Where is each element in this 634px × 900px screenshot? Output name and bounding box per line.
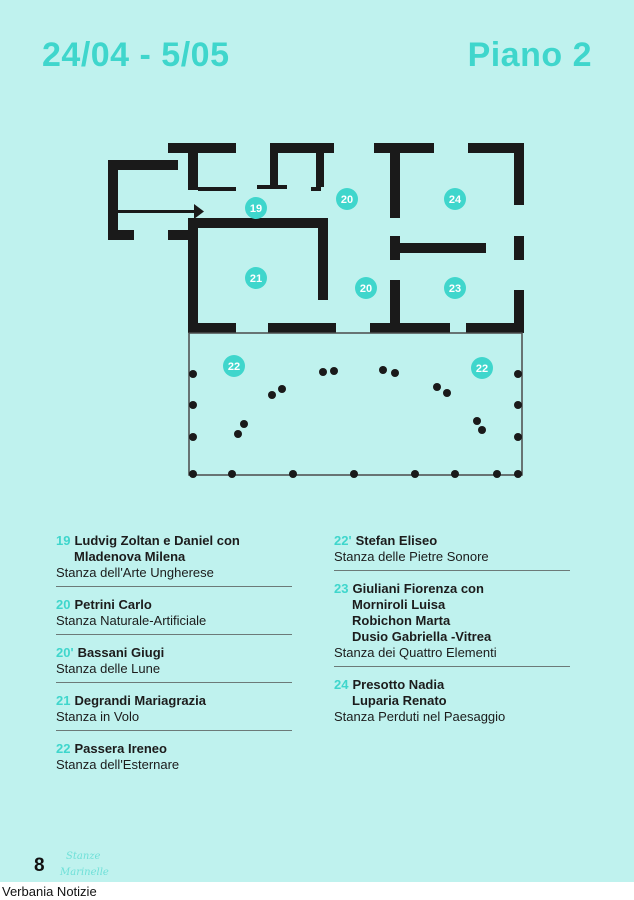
artist-name: Petrini Carlo [74, 597, 152, 612]
room-badge-22a [223, 355, 245, 377]
stanze-marinelle-logo [58, 843, 118, 881]
artist-name: Stefan Eliseo [355, 533, 438, 548]
room-label-22b: 22 [475, 363, 489, 375]
artist-name: Robichon Marta [352, 613, 451, 628]
room-label-22a: 22 [227, 361, 241, 373]
legend-entry-23 [334, 578, 570, 667]
legend-entry-22 [56, 738, 292, 778]
artist-name: Mladenova Milena [74, 549, 186, 564]
entry-number: 22 [56, 741, 71, 756]
room-title: Stanza delle Lune [56, 661, 161, 676]
room-title: Stanza dei Quattro Elementi [334, 645, 497, 660]
svg-text:Stanze: Stanze [66, 851, 101, 862]
legend-entry-21 [56, 690, 292, 731]
room-badge-23 [444, 277, 466, 299]
room-badge-22b [471, 357, 493, 379]
legend-entry-20 [56, 594, 292, 635]
page-number: 8 [34, 855, 45, 876]
courtyard-outline [189, 333, 522, 475]
room-title: Stanza delle Pietre Sonore [334, 549, 489, 564]
entry-number: 19 [56, 533, 71, 548]
entry-number: 21 [56, 693, 71, 708]
entrance-arrow [116, 204, 204, 219]
artist-name: Passera Ireneo [74, 741, 167, 756]
room-title: Stanza dell'Esternare [56, 757, 180, 772]
room-badge-20b [355, 277, 377, 299]
artist-name: Dusio Gabriella -Vitrea [352, 629, 492, 644]
legend-right-column [334, 530, 570, 737]
legend-entry-19 [56, 530, 292, 587]
legend-entry-24 [334, 674, 570, 730]
room-title: Stanza Naturale-Artificiale [56, 613, 207, 628]
room-label-21: 21 [249, 273, 263, 285]
floor-title: Piano 2 [467, 36, 592, 74]
legend-entry-22-prime [334, 530, 570, 571]
room-label-24: 24 [448, 194, 462, 206]
artist-name: Giuliani Fiorenza con [352, 581, 484, 596]
room-title: Stanza in Volo [56, 709, 140, 724]
room-badge-19 [245, 197, 267, 219]
svg-text:Marinelle: Marinelle [60, 867, 109, 878]
artist-name: Presotto Nadia [352, 677, 445, 692]
artist-name: Degrandi Mariagrazia [74, 693, 206, 708]
room-title: Stanza Perduti nel Paesaggio [334, 709, 506, 724]
room-label-19: 19 [249, 203, 263, 215]
entry-number: 20 [56, 597, 71, 612]
room-badge-24 [444, 188, 466, 210]
room-label-20a: 20 [340, 194, 354, 206]
artist-name: Ludvig Zoltan e Daniel con [74, 533, 240, 548]
entry-number: 23 [334, 581, 349, 596]
entry-number: 24 [334, 677, 349, 692]
publisher-name: Verbania Notizie [2, 884, 97, 899]
room-badge-20a [336, 188, 358, 210]
legend-left-column [56, 530, 292, 785]
plan-walls [108, 143, 524, 333]
artist-name: Morniroli Luisa [352, 597, 446, 612]
legend-entry-20-prime [56, 642, 292, 683]
exhibition-dates: 24/04 - 5/05 [42, 36, 230, 74]
artist-name: Luparia Renato [352, 693, 447, 708]
courtyard-columns [189, 366, 522, 478]
artist-name: Bassani Giugi [77, 645, 165, 660]
room-badge-21 [245, 267, 267, 289]
room-label-20b: 20 [359, 283, 373, 295]
entry-number: 22' [334, 533, 352, 548]
room-label-23: 23 [448, 283, 462, 295]
room-title: Stanza dell'Arte Ungherese [56, 565, 214, 580]
entry-number: 20' [56, 645, 74, 660]
